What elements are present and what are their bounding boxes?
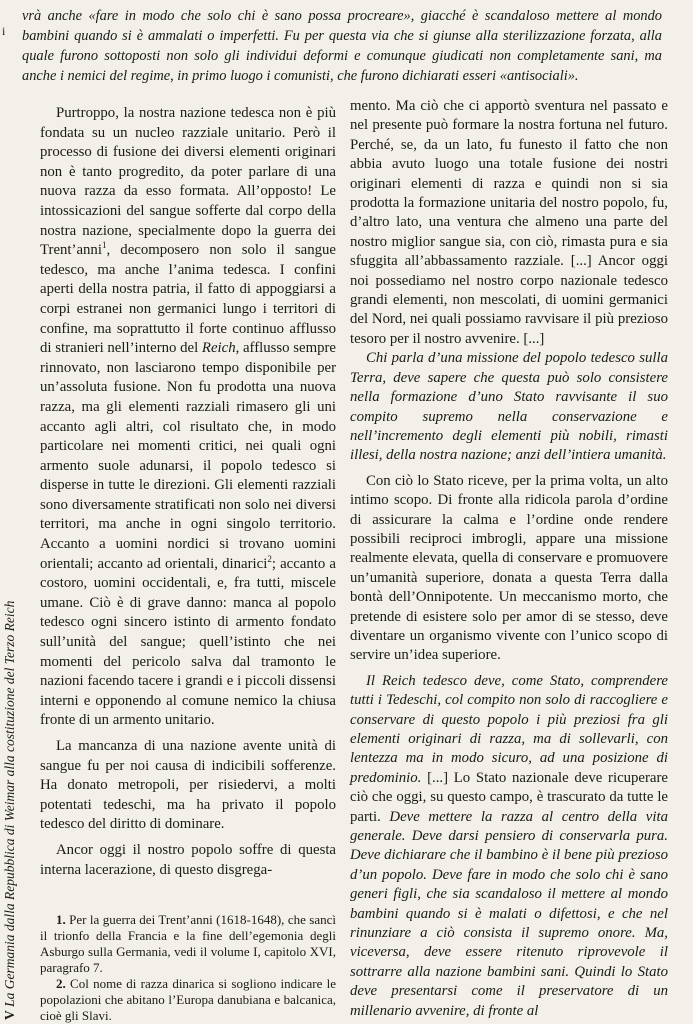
footnote-number: 2.: [56, 976, 66, 991]
footnote-ref-1: 1: [101, 240, 107, 251]
footnotes: [40, 912, 336, 1024]
right-paragraph-3: Con ciò lo Stato riceve, per la prima volta, un alto intimo scopo. Di fronte alla ridicola parola d’ordine di assicurare la calma e l’ordine onde rendere possibili reciproci imbrogli, appare una missione realmente elevata, quella di conservare e promuovere un’umanità superiore, donata a questa Terra dalla bontà dell’Onnipotente. Un meccanismo morto, che pretende di esistere solo per amor di se stesso, deve diventare un organismo vivente con l’unico scopo di servire un’idea superiore.: [350, 472, 668, 664]
running-head: [2, 601, 18, 1020]
chapter-number: V: [2, 1010, 17, 1020]
footnote-ref-2: 2: [267, 553, 272, 564]
text-segment: ; accanto a costoro, uomini occidentali, e, fra tutti, miscele umane. Ciò è di grave danno: manca al popolo tedesco ogni sincero istinto di armento fondato sull’unità del sangue; quell’istinto che nei momenti del pericolo salva dal tramonto le nazioni facendo tacere i grandi e i piccoli dissensi interni e opponendo al comune nemico la chiusa fronte di un armento unitario.: [40, 555, 336, 729]
text-segment: , afflusso sempre rinnovato, non lasciarono tempo disponibile per un’assoluta fusione. Non fu prodotta una nuova razza, ma gli elementi razziali rimasero gli uni accanto agli altri, col risultato che, in modo particolare nei momenti critici, nei quali ogni armento suole adunarsi, il popolo tedesco si disperse in tutte le direzioni. Gli elementi razziali sono diversamente stratificati non solo nei diversi territori, ma anche in ogni singolo territorio. Accanto a uomini nordici si trovano uomini orientali; accanto ad orientali, dinarici: [40, 340, 337, 572]
footnote-text: Col nome di razza dinarica si sogliono indicare le popolazioni che abitano l’Europa danubiana e balcanica, cioè gli Slavi.: [40, 976, 336, 1023]
text-segment: Purtroppo, la nostra nazione tedesca non è più fondata su un nucleo razziale unitario. Però il processo di fusione dei diversi elementi originari non è tanto progredito, da poter parlare di una nuova razza da esso formata. All’opposto! Le intossicazioni del sangue sofferte dal corpo della nostra nazione, specialmente dopo la guerra dei Trent’anni: [40, 105, 336, 259]
right-column: [350, 97, 668, 1021]
left-paragraph-1: [40, 104, 336, 731]
left-paragraph-2: La mancanza di una nazione avente unità di sangue fu per noi causa di indicibili sofferenze. Ha donato metropoli, per risiedervi, a molti potentati tedeschi, ma ha privato il popolo tedesco del diritto di dominare.: [40, 738, 336, 833]
footnote-1: [40, 912, 336, 976]
margin-mark: i: [2, 24, 6, 38]
right-paragraph-4: [350, 672, 668, 1021]
footnote-number: 1.: [56, 912, 66, 927]
text-segment: Il Reich: [366, 672, 416, 689]
left-column: [40, 104, 336, 880]
text-segment: Deve mettere la razza al centro della vita generale. Deve darsi pensiero di conservarla pura. Deve dichiarare che il bambino è il bene più prezioso d’un popolo. Deve fare in modo che solo chi è sano generi figli, che sia scandaloso il mettere al mondo bambini quando si è malati o difettosi, e che nel rinunziare a ciò consista il supremo onore. Ma, viceversa, deve essere ritenuto riprovevole il sottrarre alla nazione bambini sani. Quindi lo Stato deve presentarsi come il preservatore di un millenario avvenire, di fronte al: [350, 808, 668, 1019]
right-paragraph-1: mento. Ma ciò che ci apportò sventura nel passato e nel presente può formare la nostra fortuna nel futuro. Perché, se, da un lato, fu funesto il fatto che non abbia avuto luogo una totale fusione dei nostri originari elementi di razza e quindi non si sia prodotta la formazione unitaria del nostro popolo, fu, d’altro lato, una ventura che almeno una parte del nostro miglior sangue sia, con ciò, rimasta pura e sia sfuggita all’abbassamento razziale. [...] Ancor oggi noi possediamo nel nostro corpo nazionale tedesco grandi elementi, non mescolati, di uomini germanici del Nord, nei quali possiamo ravvisare il più prezioso tesoro per il nostro avvenire. [...]: [350, 98, 668, 347]
footnote-text: Per la guerra dei Trent’anni (1618-1648), che sancì il trionfo della Francia e la fine dell’egemonia degli Asburgo sulla Germania, vedi il volume I, capitolo XVI, paragrafo 7.: [40, 912, 336, 975]
right-paragraph-2: Chi parla d’una missione del popolo tedesco sulla Terra, deve sapere che questa può solo consistere nella formazione d’uno Stato ravvisante il suo compito supremo nella conservazione e nell’incremento degli elementi più nobili, rimasti illesi, della nostra nazione; anzi dell’intiera umanità.: [350, 350, 668, 464]
reich-term: Reich: [201, 340, 236, 357]
text-segment: [...] Lo Stato nazionale deve ricuperare ciò che oggi, su questo campo, è trascurato da tutte le parti.: [350, 769, 668, 825]
chapter-title: La Germania dalla Repubblica di Weimar alla costituzione del Terzo Reich: [2, 600, 17, 1011]
text-segment: , decomposero non solo il sangue tedesco, ma anche l’anima tedesca. I confini aperti della nostra patria, il fatto di appoggiarsi a corpi estranei non germanici lungo i territori di confine, ma soprattutto il forte continuo afflusso di stranieri nell’interno del: [40, 242, 336, 357]
footnote-2: [40, 976, 336, 1024]
text-segment: tedesco deve, come Stato, comprendere tutti i Tedeschi, col compito non solo di raccogliere e conservare di questo popolo i più preziosi fra gli elementi originari di razza, ma di sollevarli, con lentezza ma in modo sicuro, ad una posizione di predominio.: [350, 672, 668, 786]
top-quote: vrà anche «fare in modo che solo chi è sano possa procreare», giacché è scandaloso mettere al mondo bambini quando si è ammalati o imperfetti. Fu per questa via che si giunse alla sterilizzazione forzata, alla quale furono sottoposti non solo gli individui deformi e comunque giudicati non completamente sani, ma anche i nemici del regime, in primo luogo i comunisti, che furono dichiarati esseri «antisociali».: [22, 8, 662, 84]
left-paragraph-3: Ancor oggi il nostro popolo soffre di questa interna lacerazione, di questo disgrega-: [40, 841, 336, 878]
